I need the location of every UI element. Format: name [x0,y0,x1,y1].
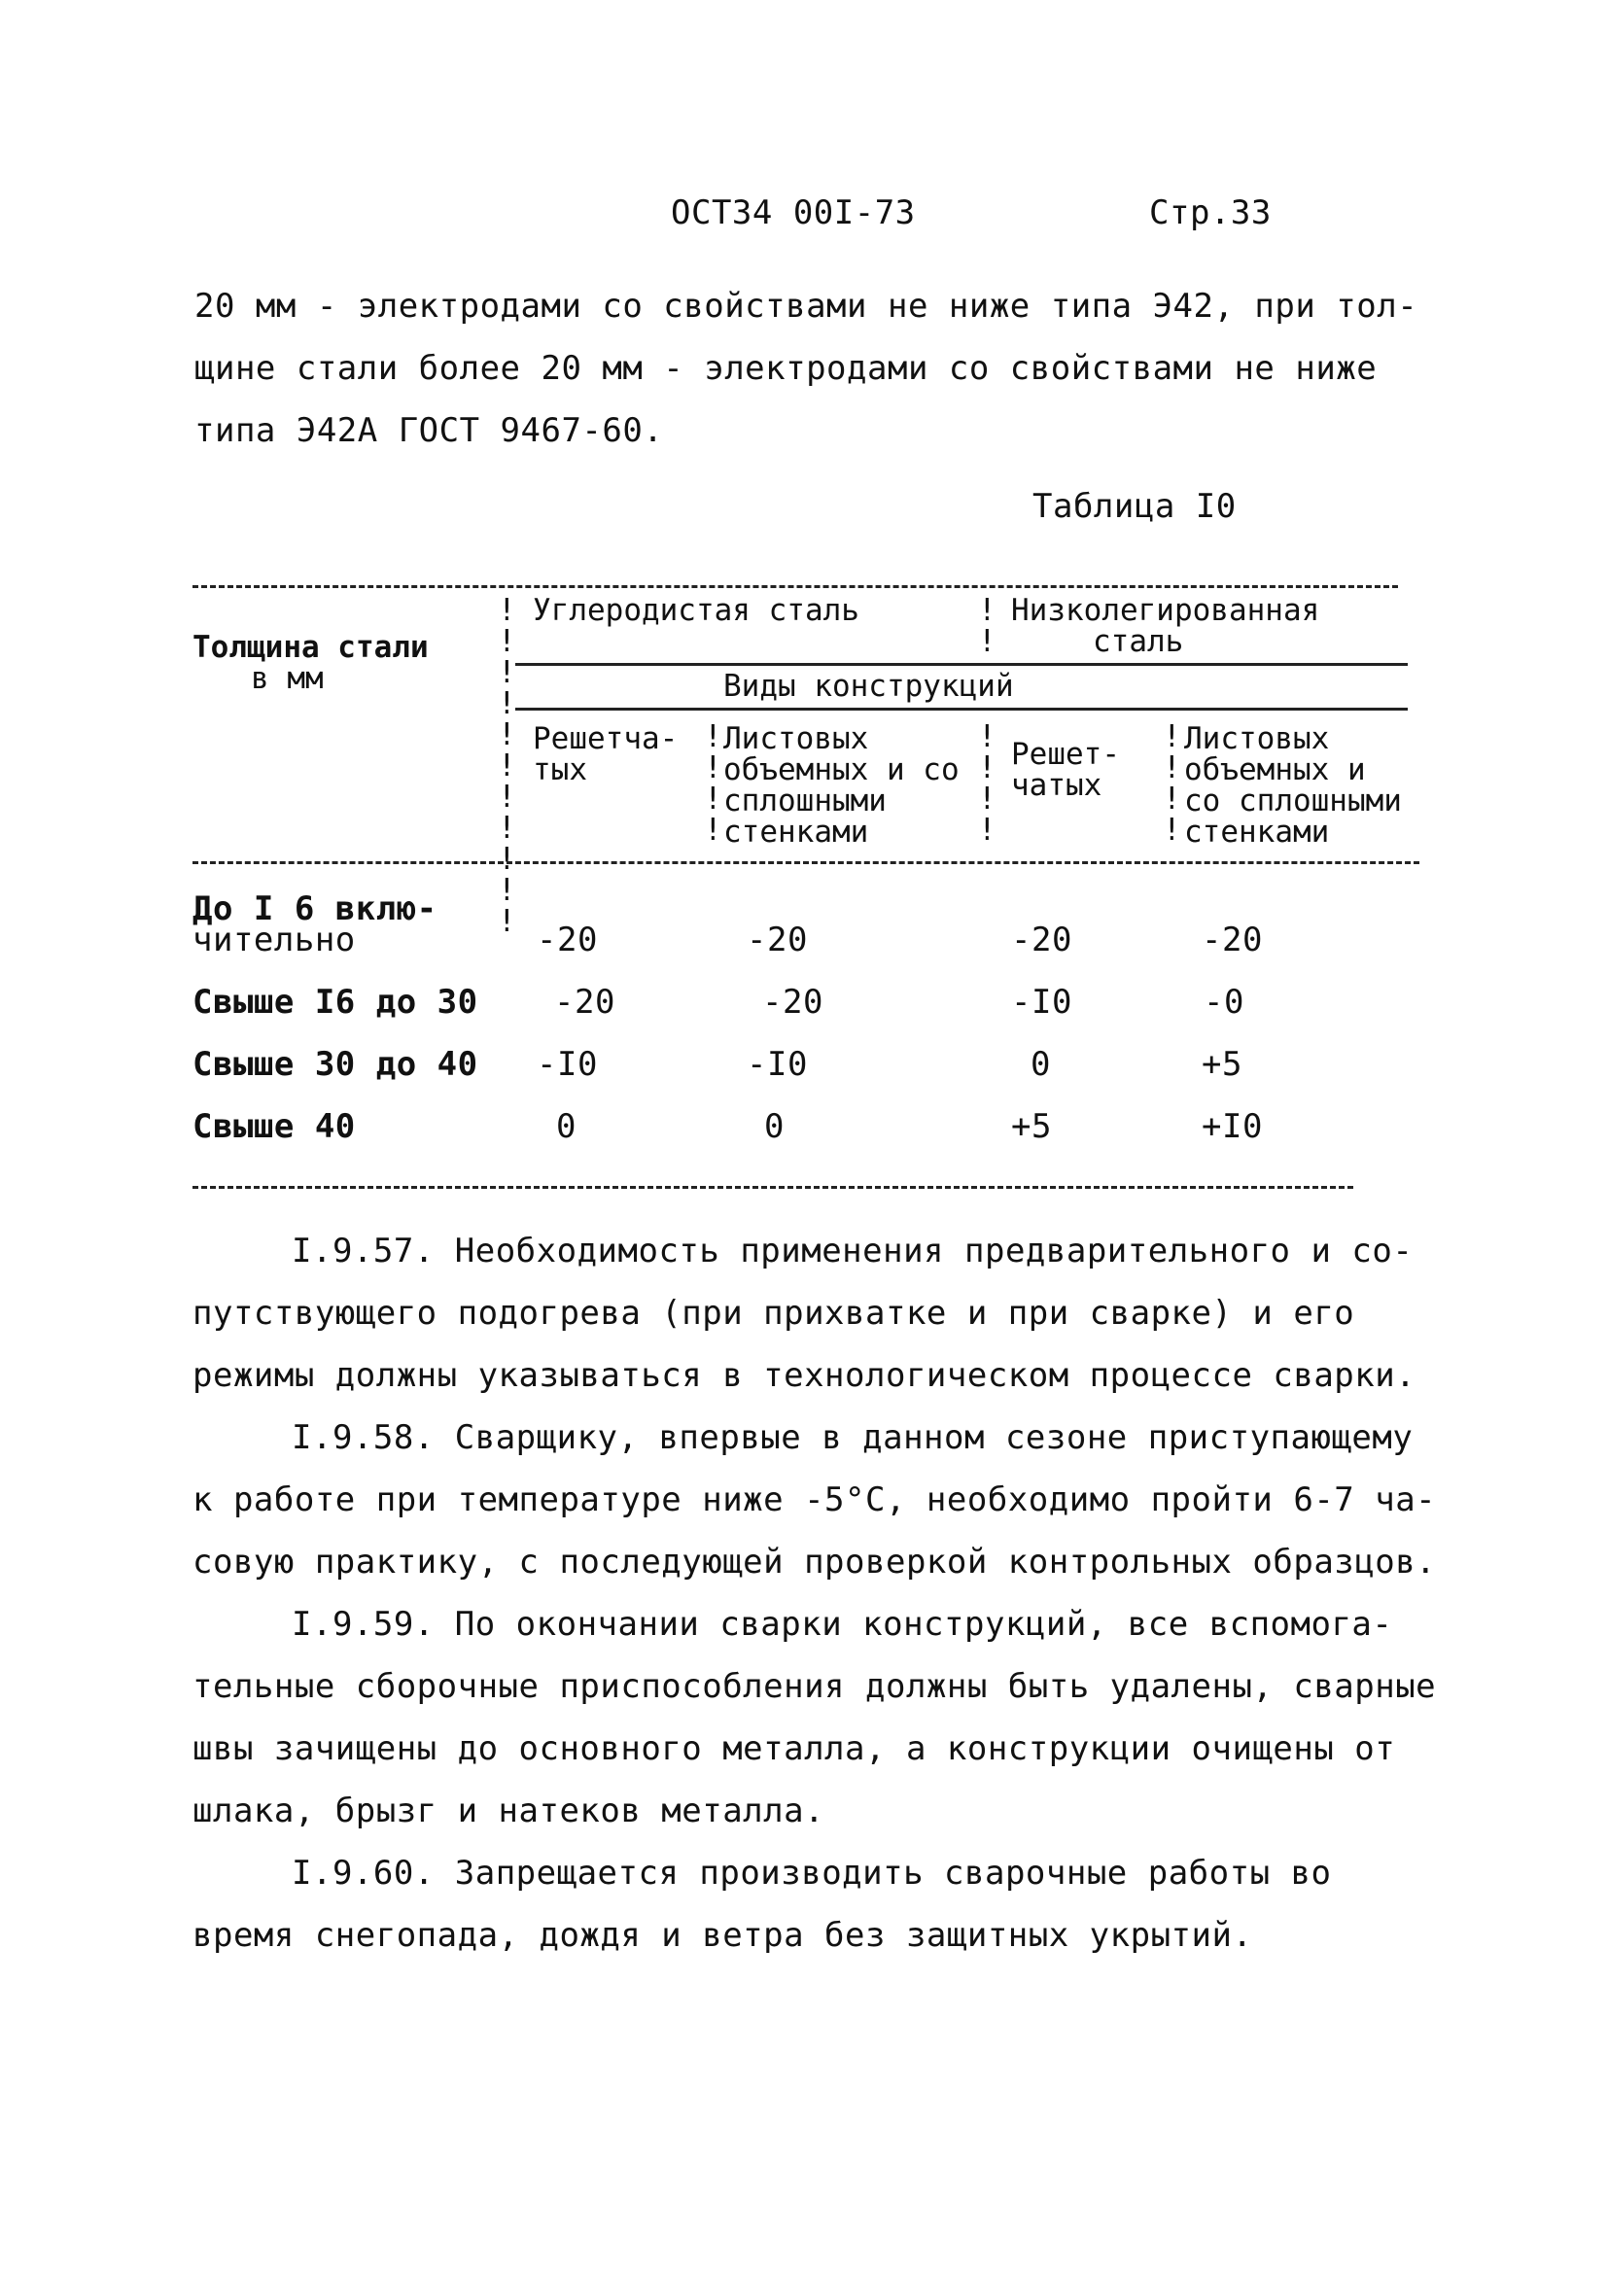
table-cell: -I0 [537,1045,598,1084]
paragraph-line: I.9.60. Запрещается производить сварочные работы во [292,1854,1332,1893]
table-cell: -20 [537,921,598,959]
table-cell: -0 [1204,983,1244,1022]
row-header-unit: в мм [251,661,324,696]
paragraph-line: путствующего подогрева (при прихватке и при сварке) и его [192,1294,1355,1333]
paragraph-line: к работе при температуре ниже -5°С, необходимо пройти 6-7 ча- [192,1480,1437,1519]
table-cell: -20 [762,983,823,1022]
intro-line: щине стали более 20 мм - электродами со свойствами не ниже [194,349,1378,388]
column-separator: ! ! ! ! ! ! ! ! ! ! ! [498,593,516,939]
document-code: ОСТ34 00I-73 [671,193,916,232]
paragraph-line: I.9.59. По окончании сварки конструкций, все вспомога- [292,1605,1393,1644]
table-cell: +I0 [1202,1107,1263,1146]
column-separator: ! ! ! ! [704,719,722,848]
paragraph-line: швы зачищены до основного металла, а конструкции очищены от [192,1729,1396,1768]
subheader-rule [515,708,1408,711]
table-top-rule [192,585,1398,588]
row-label: До I 6 вклю- [192,889,437,928]
table-bottom-rule [192,1186,1353,1189]
table-header-bottom-rule [192,861,1419,864]
paragraph-line: режимы должны указываться в технологическом процессе сварки. [192,1356,1416,1395]
group-header-carbon-steel: Углеродистая сталь [533,593,859,628]
row-label: Свыше I6 до 30 [192,983,478,1022]
table-cell: -20 [1202,921,1263,959]
paragraph-line: I.9.58. Сварщику, впервые в данном сезоне приступающему [292,1418,1414,1457]
subheader-construction-types: Виды конструкций [723,669,1014,704]
table-cell: 0 [764,1107,785,1146]
table-cell: -20 [747,921,808,959]
column-separator: ! ! ! ! [1163,719,1181,848]
intro-line: типа Э42А ГОСТ 9467-60. [194,411,664,450]
col-header-lattice-carbon: Решетча- [533,721,679,756]
paragraph-line: I.9.57. Необходимость применения предварительного и со- [292,1232,1414,1270]
col-header-sheet-carbon-3: сплошными [723,783,887,818]
col-header-sheet-lowalloy-2: объемных и [1184,752,1366,787]
intro-line: 20 мм - электродами со свойствами не ниже типа Э42, при тол- [194,287,1418,326]
page-number: Стр.33 [1149,193,1272,232]
table-cell: -I0 [747,1045,808,1084]
col-header-sheet-lowalloy: Листовых [1184,721,1330,756]
col-header-sheet-carbon-2: объемных и со [723,752,960,787]
col-header-lattice-lowalloy: Решет- [1011,737,1120,772]
paragraph-line: шлака, брызг и натеков металла. [192,1792,825,1830]
paragraph-line: тельные сборочные приспособления должны быть удалены, сварные [192,1667,1437,1706]
group-header-low-alloy-steel-2: сталь [1093,624,1184,659]
group-header-rule [515,663,1408,666]
column-separator: ! ! [978,593,996,659]
col-header-sheet-carbon: Листовых [723,721,869,756]
table-cell: -I0 [1011,983,1072,1022]
table-cell: +5 [1202,1045,1242,1084]
table-cell: 0 [556,1107,577,1146]
col-header-lattice-carbon-2: тых [533,752,587,787]
col-header-sheet-lowalloy-4: стенками [1184,815,1330,850]
row-header-label: Толщина стали [192,630,429,665]
table-caption: Таблица I0 [1032,487,1237,526]
column-separator: ! ! ! ! [978,719,996,848]
table-cell: -20 [554,983,615,1022]
row-label: Свыше 40 [192,1107,356,1146]
table-cell: +5 [1011,1107,1052,1146]
table-cell: 0 [1031,1045,1051,1084]
paragraph-line: время снегопада, дождя и ветра без защитных укрытий. [192,1916,1253,1955]
row-label-2: чительно [192,921,356,959]
table-cell: -20 [1011,921,1072,959]
col-header-sheet-carbon-4: стенками [723,815,869,850]
group-header-low-alloy-steel: Низколегированная [1011,593,1320,628]
paragraph-line: совую практику, с последующей проверкой контрольных образцов. [192,1543,1437,1582]
col-header-lattice-lowalloy-2: чатых [1011,768,1102,803]
row-label: Свыше 30 до 40 [192,1045,478,1084]
col-header-sheet-lowalloy-3: со сплошными [1184,783,1402,818]
